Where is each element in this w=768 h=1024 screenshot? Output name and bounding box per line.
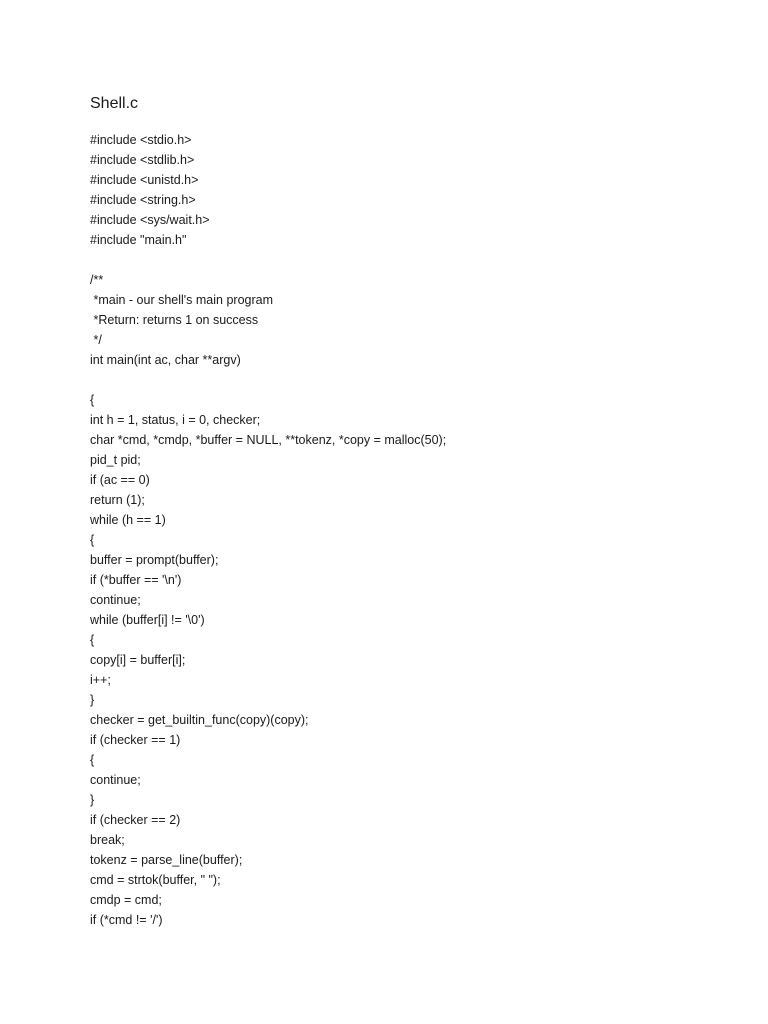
code-line: int h = 1, status, i = 0, checker;: [90, 413, 261, 427]
code-line: #include <string.h>: [90, 193, 196, 207]
code-line: {: [90, 533, 95, 547]
code-line: checker = get_builtin_func(copy)(copy);: [90, 713, 309, 727]
code-line: break;: [90, 833, 125, 847]
document-page: [90, 94, 730, 930]
code-line: #include <unistd.h>: [90, 173, 199, 187]
code-line: if (checker == 1): [90, 733, 181, 747]
code-line: if (ac == 0): [90, 473, 150, 487]
code-line: /**: [90, 273, 104, 287]
code-line: if (*buffer == '\n'): [90, 573, 182, 587]
code-line: continue;: [90, 593, 141, 607]
code-line: #include "main.h": [90, 233, 187, 247]
code-line: *Return: returns 1 on success: [90, 313, 259, 327]
code-line: return (1);: [90, 493, 145, 507]
code-line: continue;: [90, 773, 141, 787]
code-line: [90, 250, 730, 270]
code-line: }: [90, 793, 95, 807]
code-line: {: [90, 393, 95, 407]
code-line: cmd = strtok(buffer, " ");: [90, 873, 221, 887]
code-line: copy[i] = buffer[i];: [90, 653, 186, 667]
document-title: Shell.c: [90, 95, 139, 112]
code-line: */: [90, 333, 102, 347]
code-line: buffer = prompt(buffer);: [90, 553, 219, 567]
code-line: #include <stdio.h>: [90, 133, 192, 147]
code-line: char *cmd, *cmdp, *buffer = NULL, **tokenz, *copy = malloc(50);: [90, 433, 447, 447]
code-line: while (buffer[i] != '\0'): [90, 613, 205, 627]
code-line: tokenz = parse_line(buffer);: [90, 853, 243, 867]
code-block: [90, 130, 730, 930]
code-line: }: [90, 693, 95, 707]
code-line: cmdp = cmd;: [90, 893, 162, 907]
code-line: i++;: [90, 673, 111, 687]
code-line: int main(int ac, char **argv): [90, 353, 241, 367]
code-line: pid_t pid;: [90, 453, 141, 467]
code-line: [90, 370, 730, 390]
code-line: #include <sys/wait.h>: [90, 213, 210, 227]
code-line: {: [90, 633, 95, 647]
code-line: if (checker == 2): [90, 813, 181, 827]
code-line: while (h == 1): [90, 513, 166, 527]
code-line: *main - our shell's main program: [90, 293, 274, 307]
code-line: #include <stdlib.h>: [90, 153, 195, 167]
code-line: if (*cmd != '/'): [90, 913, 163, 927]
code-line: {: [90, 753, 95, 767]
